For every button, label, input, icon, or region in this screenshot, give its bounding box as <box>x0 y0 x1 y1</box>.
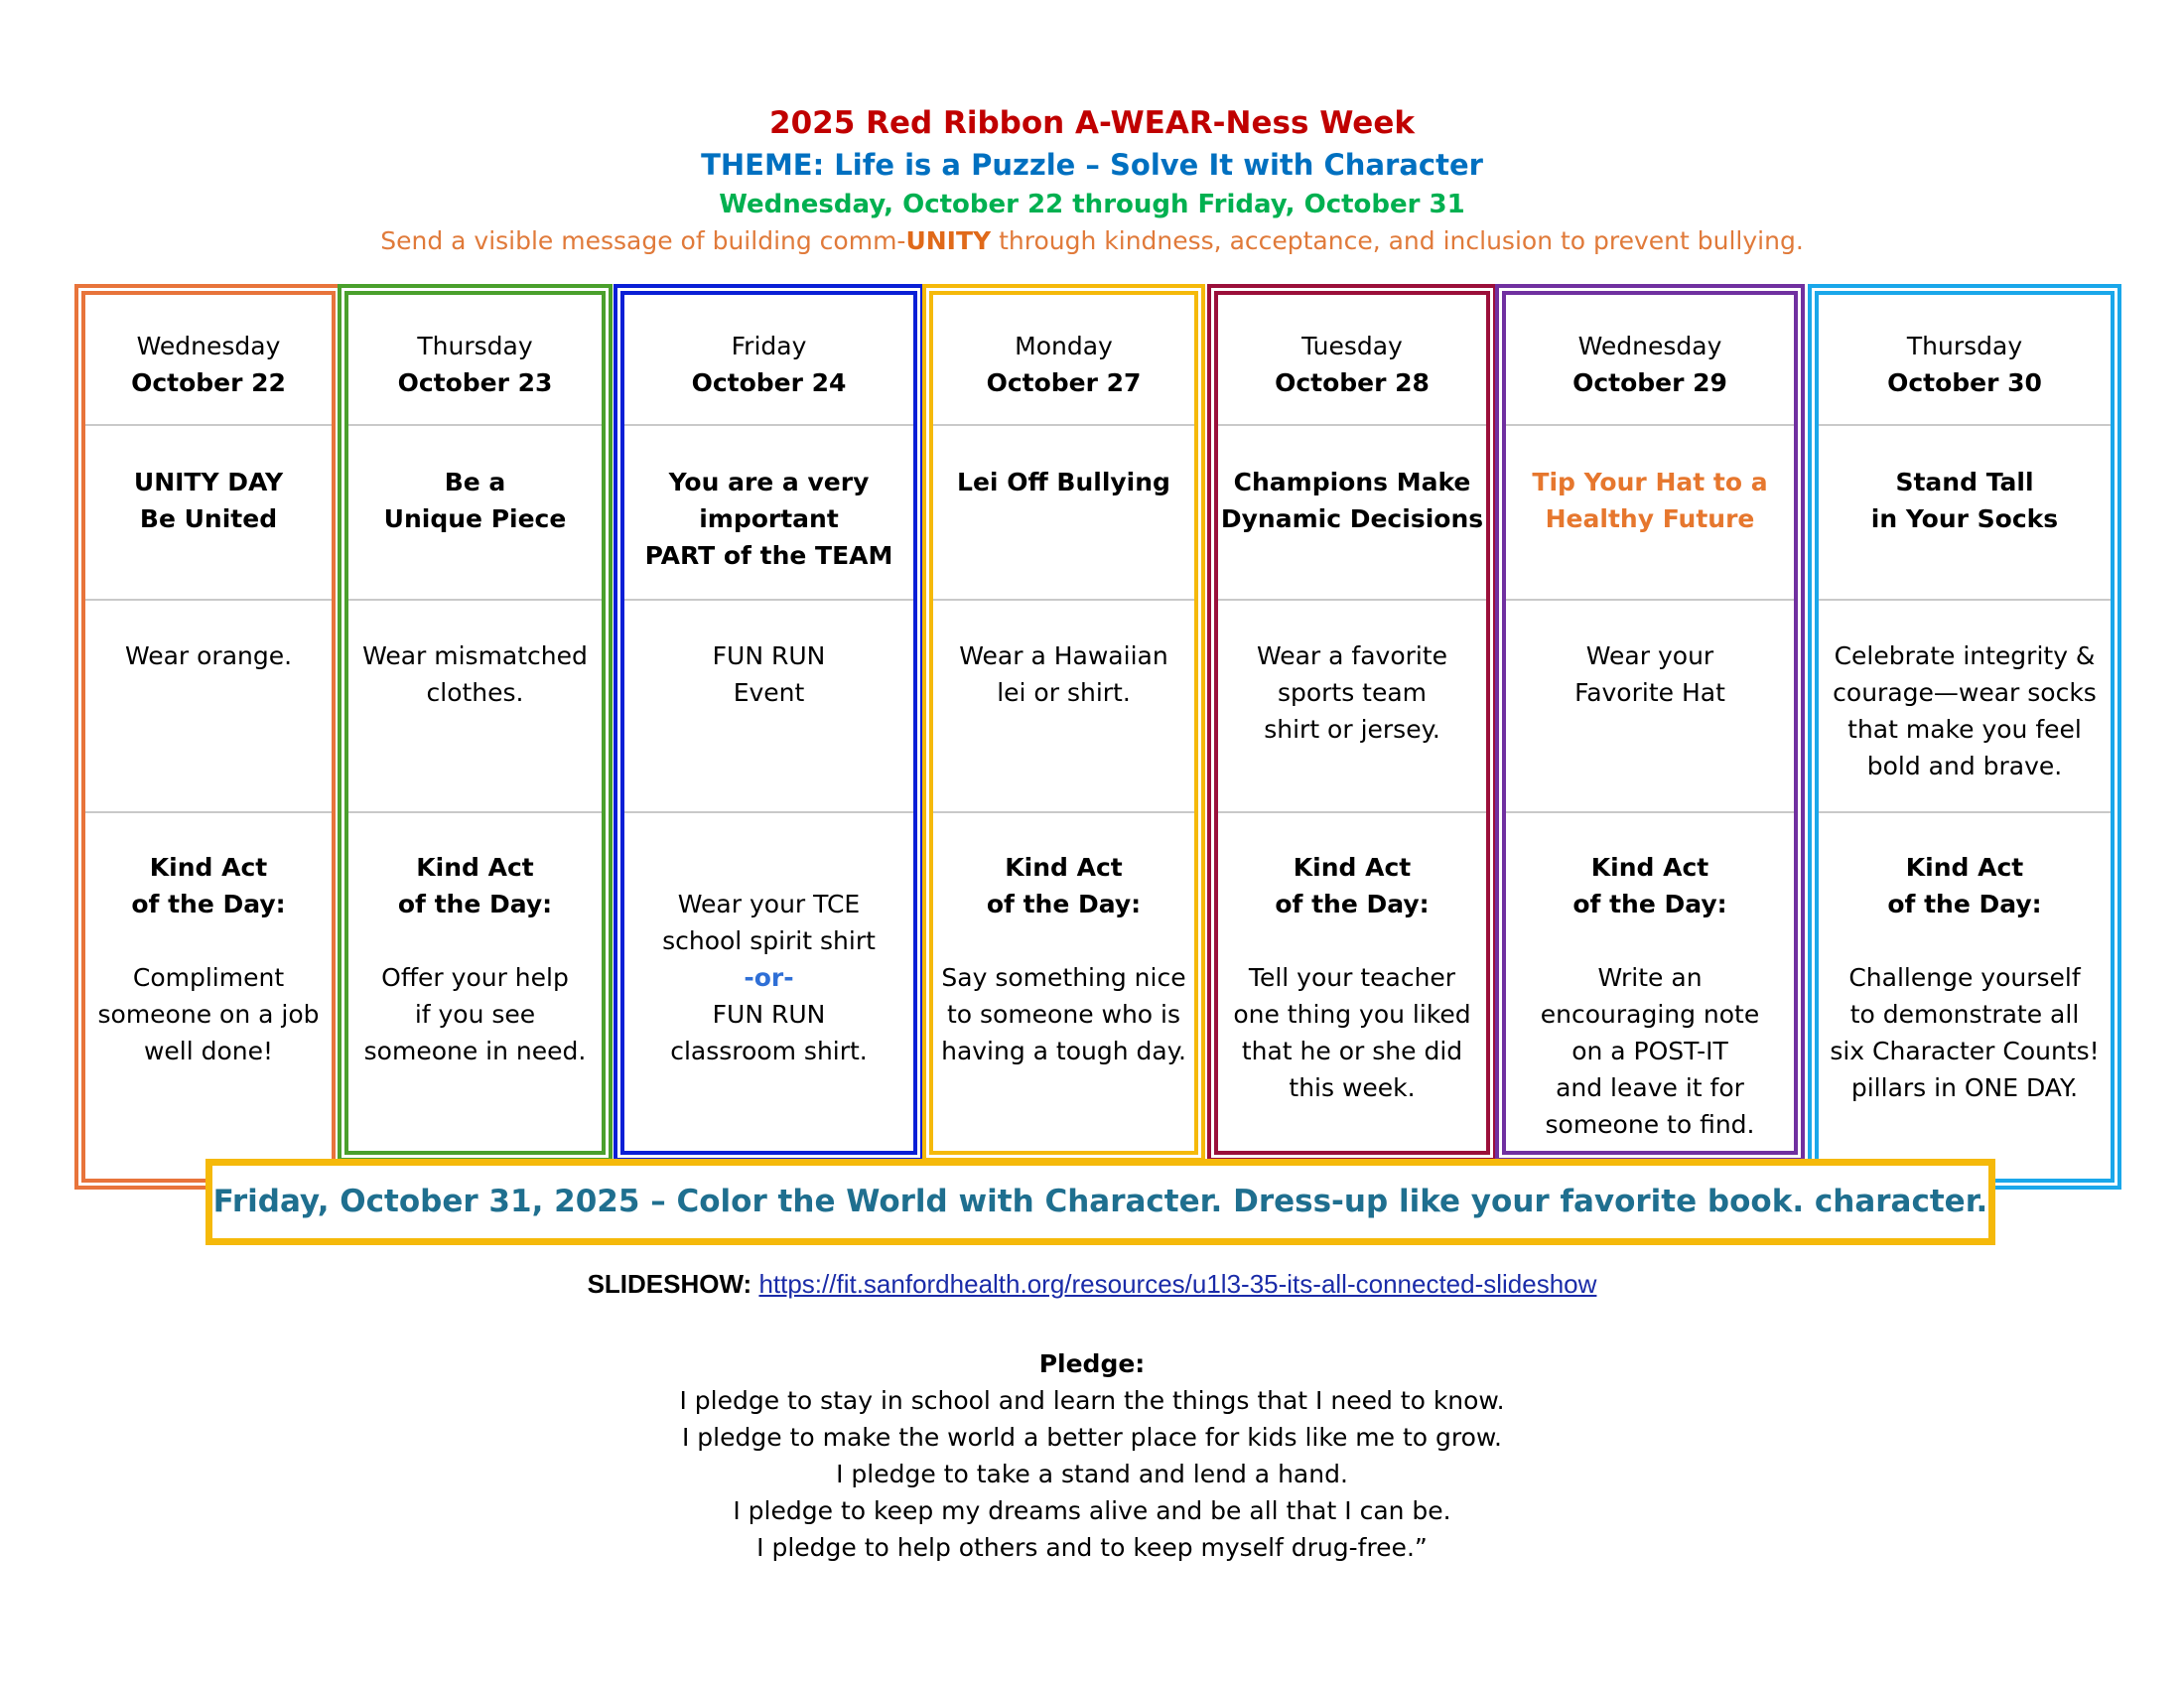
day-theme-line: Champions Make <box>1233 468 1471 496</box>
day-weekday: Wednesday <box>136 332 281 360</box>
day-theme-cell <box>624 464 913 574</box>
day-column-inner <box>1218 295 1486 1151</box>
slideshow-link[interactable]: https://fit.sanfordhealth.org/resources/u1l3-35-its-all-connected-slideshow <box>758 1269 1597 1299</box>
day-kind-act-cell <box>1506 849 1794 1143</box>
kind-act-title: Kind Act <box>1005 853 1123 882</box>
kind-act-line: FUN RUN <box>712 1000 826 1029</box>
row-divider <box>1218 424 1486 426</box>
kind-act-line: someone to find. <box>1545 1110 1755 1139</box>
day-date: October 27 <box>986 368 1142 397</box>
day-wear-line: lei or shirt. <box>997 678 1131 707</box>
day-theme-cell <box>933 464 1194 500</box>
kind-act-title: Kind Act <box>1590 853 1709 882</box>
kind-act-line: pillars in ONE DAY. <box>1850 1073 2079 1102</box>
pledge-line: I pledge to keep my dreams alive and be all that I can be. <box>733 1496 1451 1525</box>
day-wear-cell <box>1218 637 1486 748</box>
day-weekday: Thursday <box>1906 332 2023 360</box>
row-divider <box>85 599 332 601</box>
day-theme-line: Be United <box>139 504 278 533</box>
slideshow-label: SLIDESHOW: <box>587 1269 752 1299</box>
kind-act-spacer <box>1218 922 1486 959</box>
kind-act-title: of the Day: <box>131 890 286 918</box>
kind-act-line: if you see <box>414 1000 536 1029</box>
day-wear-line: sports team <box>1277 678 1428 707</box>
day-weekday: Monday <box>1015 332 1113 360</box>
kind-act-spacer <box>624 849 913 886</box>
kind-act-line: someone on a job <box>97 1000 320 1029</box>
day-kind-act-cell <box>933 849 1194 1069</box>
row-divider <box>348 424 602 426</box>
day-date: October 30 <box>1887 368 2042 397</box>
day-wear-cell <box>624 637 913 711</box>
day-wear-cell <box>933 637 1194 711</box>
kind-act-title: of the Day: <box>397 890 553 918</box>
day-wear-line: Wear your <box>1585 641 1714 670</box>
kind-act-line: someone in need. <box>363 1037 587 1065</box>
page-title: 2025 Red Ribbon A-WEAR-Ness Week <box>769 105 1415 141</box>
day-kind-act-cell <box>1218 849 1486 1106</box>
kind-act-line: to someone who is <box>946 1000 1181 1029</box>
kind-act-line: and leave it for <box>1556 1073 1744 1102</box>
row-divider <box>1218 811 1486 813</box>
kind-act-line: six Character Counts! <box>1830 1037 2100 1065</box>
slideshow-line <box>0 1269 2184 1300</box>
day-wear-line: clothes. <box>426 678 524 707</box>
day-theme-line: Unique Piece <box>383 504 567 533</box>
halloween-banner: Friday, October 31, 2025 – Color the World with Character. Dress-up like your favorite book. character. <box>205 1159 1995 1245</box>
kind-act-line: Write an <box>1597 963 1703 992</box>
day-date-cell <box>1218 328 1486 401</box>
day-theme-cell <box>1218 464 1486 537</box>
kind-act-line: Compliment <box>132 963 285 992</box>
kind-act-title: of the Day: <box>1887 890 2042 918</box>
kind-act-line: one thing you liked <box>1233 1000 1471 1029</box>
day-weekday: Tuesday <box>1301 332 1403 360</box>
message-pre: Send a visible message of building comm- <box>380 226 906 255</box>
day-theme-line: Stand Tall <box>1895 468 2034 496</box>
day-theme-line: PART of the TEAM <box>644 541 893 570</box>
pledge-line: I pledge to help others and to keep myself drug-free.” <box>756 1533 1428 1562</box>
day-date-cell <box>624 328 913 401</box>
day-wear-cell <box>1819 637 2111 784</box>
day-date-cell <box>85 328 332 401</box>
day-kind-act-cell <box>85 849 332 1069</box>
day-theme-line: Healthy Future <box>1545 504 1755 533</box>
kind-act-spacer <box>348 922 602 959</box>
day-wear-line: courage—wear socks <box>1833 678 2097 707</box>
kind-act-line: Challenge yourself <box>1848 963 2081 992</box>
day-theme-line: important <box>699 504 839 533</box>
kind-act-line: -or- <box>744 963 794 992</box>
day-theme-cell <box>1506 464 1794 537</box>
day-date: October 28 <box>1275 368 1430 397</box>
pledge-line: I pledge to take a stand and lend a hand. <box>836 1460 1348 1488</box>
day-column <box>1808 284 2121 1190</box>
row-divider <box>933 811 1194 813</box>
row-divider <box>624 599 913 601</box>
day-column-inner <box>1819 295 2111 1179</box>
kind-act-line: on a POST-IT <box>1571 1037 1728 1065</box>
kind-act-line: having a tough day. <box>941 1037 1186 1065</box>
day-theme-line: Be a <box>444 468 506 496</box>
day-wear-line: Wear a favorite <box>1256 641 1448 670</box>
kind-act-line: Tell your teacher <box>1248 963 1456 992</box>
day-column <box>922 284 1205 1162</box>
day-column <box>1207 284 1497 1162</box>
day-wear-cell <box>348 637 602 711</box>
day-wear-line: FUN RUN <box>712 641 826 670</box>
day-wear-cell <box>85 637 332 674</box>
row-divider <box>85 811 332 813</box>
message-unity: UNITY <box>905 226 992 255</box>
day-column <box>338 284 613 1162</box>
kind-act-spacer <box>85 922 332 959</box>
theme-subtitle: THEME: Life is a Puzzle – Solve It with Character <box>701 148 1483 182</box>
day-date: October 29 <box>1572 368 1727 397</box>
kind-act-line: classroom shirt. <box>670 1037 868 1065</box>
row-divider <box>1819 424 2111 426</box>
kind-act-line: Offer your help <box>381 963 569 992</box>
day-column <box>1495 284 1805 1162</box>
day-column-inner <box>348 295 602 1151</box>
kind-act-line: that he or she did <box>1241 1037 1463 1065</box>
day-column <box>74 284 342 1190</box>
day-theme-line: Lei Off Bullying <box>957 468 1170 496</box>
day-theme-cell <box>1819 464 2111 537</box>
day-theme-cell <box>348 464 602 537</box>
kind-act-title: Kind Act <box>1905 853 2024 882</box>
day-wear-line: bold and brave. <box>1866 752 2063 780</box>
message-line <box>0 226 2184 255</box>
row-divider <box>1506 599 1794 601</box>
kind-act-line: Say something nice <box>941 963 1186 992</box>
day-date: October 22 <box>131 368 286 397</box>
day-theme-line: Dynamic Decisions <box>1220 504 1484 533</box>
day-theme-line: in Your Socks <box>1870 504 2059 533</box>
day-column-inner <box>1506 295 1794 1151</box>
day-theme-line: Tip Your Hat to a <box>1532 468 1768 496</box>
day-date: October 24 <box>691 368 847 397</box>
row-divider <box>85 424 332 426</box>
row-divider <box>1819 599 2111 601</box>
day-kind-act-cell <box>348 849 602 1069</box>
row-divider <box>1506 811 1794 813</box>
day-date-cell <box>348 328 602 401</box>
kind-act-title: of the Day: <box>986 890 1142 918</box>
kind-act-title: Kind Act <box>416 853 534 882</box>
kind-act-spacer <box>933 922 1194 959</box>
pledge-line: I pledge to make the world a better place for kids like me to grow. <box>681 1423 1502 1452</box>
row-divider <box>1506 424 1794 426</box>
day-weekday: Thursday <box>417 332 533 360</box>
row-divider <box>933 599 1194 601</box>
row-divider <box>1819 811 2111 813</box>
day-column-inner <box>85 295 332 1179</box>
day-kind-act-cell <box>1819 849 2111 1106</box>
row-divider <box>1218 599 1486 601</box>
pledge-line: I pledge to stay in school and learn the things that I need to know. <box>679 1386 1505 1415</box>
day-kind-act-cell <box>624 849 913 1069</box>
kind-act-line: well done! <box>143 1037 274 1065</box>
row-divider <box>624 811 913 813</box>
pledge-title: Pledge: <box>1038 1349 1146 1378</box>
kind-act-spacer <box>1506 922 1794 959</box>
day-date: October 23 <box>397 368 553 397</box>
kind-act-line: encouraging note <box>1540 1000 1760 1029</box>
day-date-cell <box>933 328 1194 401</box>
day-wear-line: Wear orange. <box>124 641 293 670</box>
day-wear-cell <box>1506 637 1794 711</box>
date-range: Wednesday, October 22 through Friday, October 31 <box>719 190 1465 219</box>
day-theme-line: UNITY DAY <box>133 468 284 496</box>
day-theme-cell <box>85 464 332 537</box>
day-column-inner <box>624 295 913 1151</box>
day-column-inner <box>933 295 1194 1151</box>
row-divider <box>624 424 913 426</box>
kind-act-line: this week. <box>1289 1073 1416 1102</box>
kind-act-title: of the Day: <box>1572 890 1727 918</box>
kind-act-spacer <box>1819 922 2111 959</box>
day-wear-line: Event <box>733 678 805 707</box>
day-date-cell <box>1819 328 2111 401</box>
row-divider <box>933 424 1194 426</box>
day-column <box>614 284 924 1162</box>
day-weekday: Wednesday <box>1577 332 1722 360</box>
day-wear-line: Wear a Hawaiian <box>959 641 1168 670</box>
day-date-cell <box>1506 328 1794 401</box>
kind-act-title: of the Day: <box>1275 890 1430 918</box>
kind-act-line: school spirit shirt <box>662 926 876 955</box>
row-divider <box>348 599 602 601</box>
day-wear-line: Favorite Hat <box>1574 678 1725 707</box>
day-wear-line: Celebrate integrity & <box>1834 641 2096 670</box>
row-divider <box>348 811 602 813</box>
day-theme-line: You are a very <box>668 468 870 496</box>
kind-act-line: to demonstrate all <box>1849 1000 2080 1029</box>
kind-act-line: Wear your TCE <box>677 890 861 918</box>
message-post: through kindness, acceptance, and inclusion to prevent bullying. <box>991 226 1804 255</box>
day-wear-line: Wear mismatched <box>362 641 588 670</box>
day-wear-line: that make you feel <box>1847 715 2082 744</box>
pledge-block <box>0 1345 2184 1566</box>
day-wear-line: shirt or jersey. <box>1264 715 1440 744</box>
kind-act-title: Kind Act <box>149 853 268 882</box>
kind-act-title: Kind Act <box>1293 853 1412 882</box>
day-weekday: Friday <box>731 332 807 360</box>
